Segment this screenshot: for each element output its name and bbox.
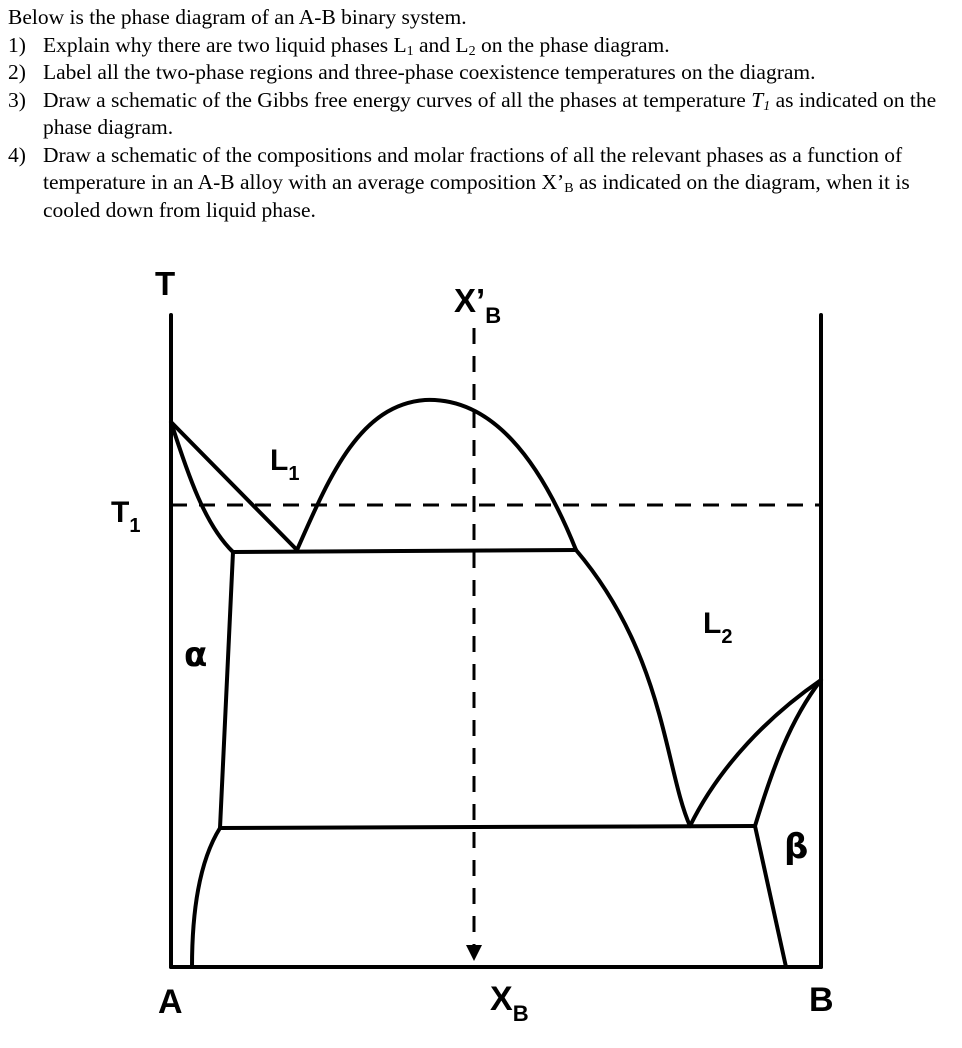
q1-text-a: Explain why there are two liquid phases L	[43, 32, 407, 57]
q1-sub-1: 1	[406, 43, 414, 59]
composition-arrowhead	[466, 945, 482, 961]
q3-temp-sub: 1	[763, 98, 771, 114]
component-b-label: B	[809, 981, 834, 1019]
l1-liquidus-line	[171, 422, 300, 550]
t1-label	[111, 496, 140, 537]
alpha-lower-solvus-curve	[192, 828, 220, 967]
q3-text-a: Draw a schematic of the Gibbs free energy curves of all the phases at temperature	[43, 87, 752, 112]
component-a-label: A	[158, 983, 183, 1021]
alpha-solvus-line	[220, 552, 233, 828]
beta-solvus-line	[755, 826, 786, 967]
question-intro: Below is the phase diagram of an A-B binary system.	[8, 5, 467, 29]
beta-phase-label: β	[784, 827, 809, 867]
l2-label-main: L	[703, 607, 722, 640]
q3-text-c: as indicated on the phase diagram.	[43, 87, 937, 139]
q1-sub-2: 2	[468, 43, 476, 59]
l2-label-sub: 2	[721, 626, 733, 648]
l1-label	[270, 444, 299, 485]
l1-label-sub: 1	[288, 463, 300, 485]
q4-text-c: as indicated on the diagram, when it is cooled down from liquid phase.	[43, 170, 910, 222]
question-item-text: Label all the two-phase regions and three-phase coexistence temperatures on the diagram.	[43, 60, 816, 84]
xb-label	[490, 980, 529, 1026]
monotectic-line	[233, 550, 576, 552]
eutectic-line	[220, 826, 755, 828]
t1-label-sub: 1	[129, 515, 141, 537]
xb-label-sub: B	[512, 1001, 529, 1026]
xb-label-main: X	[490, 980, 513, 1018]
xb-prime-label-main: X’	[454, 282, 486, 319]
question-number: 2)	[8, 60, 26, 84]
alpha-solidus-curve	[171, 422, 233, 552]
l1-label-main: L	[270, 444, 289, 477]
q1-text-c: on the phase diagram.	[475, 32, 670, 57]
miscibility-gap-curve	[297, 400, 576, 550]
xb-prime-label-sub: B	[485, 303, 502, 328]
q1-text-b: and L	[413, 32, 469, 57]
beta-solidus-curve	[755, 680, 821, 826]
q3-temp-symbol: T	[751, 87, 764, 112]
beta-liquidus-curve	[690, 680, 821, 826]
question-number: 3)	[8, 87, 26, 112]
l2-label	[703, 607, 732, 648]
question-number: 4)	[8, 142, 26, 167]
q4-text-a: Draw a schematic of the compositions and molar fractions of all the relevant phases as a function of temperature in an A-B alloy with an average composition X’	[43, 142, 903, 194]
alpha-phase-label: α	[184, 635, 208, 675]
question-number: 1)	[8, 32, 26, 57]
t1-label-main: T	[111, 496, 130, 529]
l2-liquidus-curve	[576, 550, 690, 826]
q4-sub-b: B	[564, 181, 574, 196]
axis-t-label: T	[155, 265, 176, 302]
xb-prime-label	[454, 282, 501, 328]
